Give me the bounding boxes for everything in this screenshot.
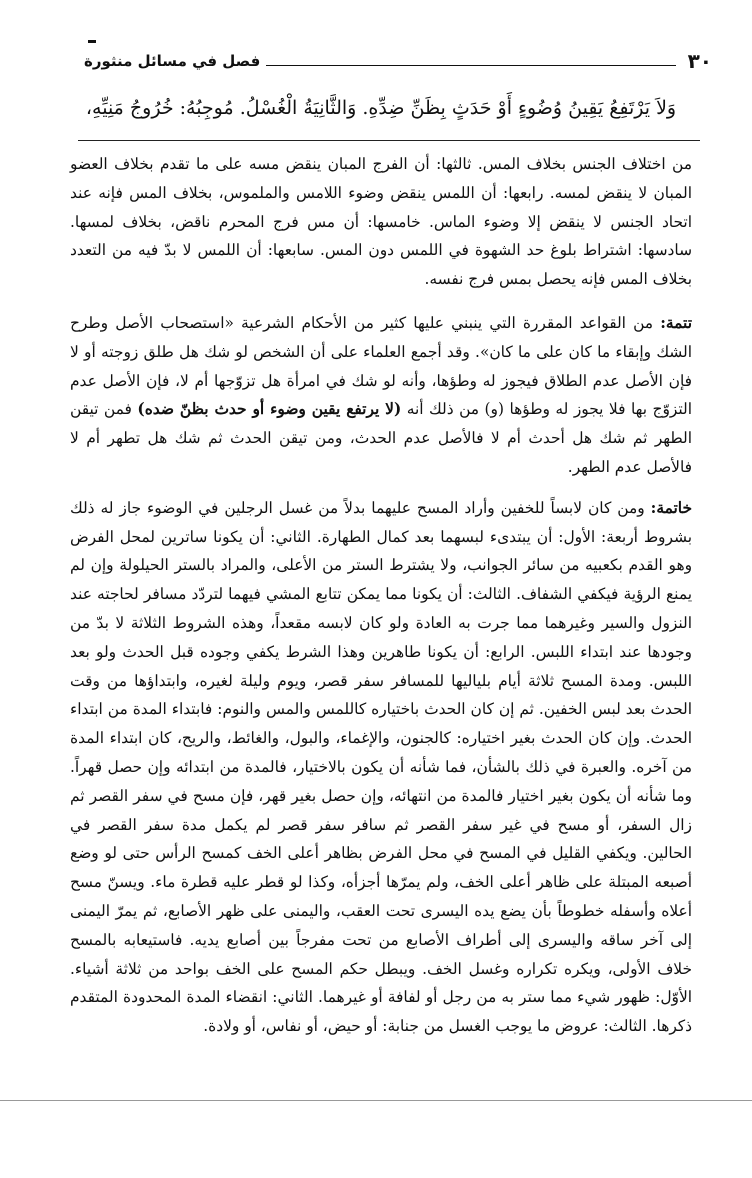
header-rule — [266, 65, 675, 66]
running-title: فصل في مسائل منثورة — [84, 52, 261, 70]
tatimma-bold-quote: (لا يرتفع يقين وضوء أو حدث بظنّ ضده) — [137, 400, 402, 419]
commentary-body — [70, 150, 692, 1041]
tatimma-paragraph — [70, 309, 692, 482]
tatimma-text-b: فمن تيقن الطهر ثم شك هل أحدث أم لا فالأصل عدم الحدث، ومن تيقن الحدث ثم شك هل تطهر أم لا فالأصل عدم الطهر. — [70, 400, 692, 476]
paragraph-gap — [70, 294, 692, 309]
paragraph-gap — [70, 482, 692, 494]
khatima-paragraph — [70, 494, 692, 1041]
tatimma-text-a: من القواعد المقررة التي ينبني عليها كثير من الأحكام الشرعية «استصحاب الأصل وطرح الشك وإبقاء ما كان على ما كان». وقد أجمع العلماء على أن الشخص لو شك هل طلق زوجته أو لا فإن الأصل عدم الطلاق فيجوز له وطؤها، وأنه لو شك في امرأة هل تزوّجها أم لا، فإن الأصل عدم التزوّج بها فلا يجوز له وطؤها (و) من ذلك أنه — [70, 313, 692, 419]
matn-text: وَلاَ يَرْتَفِعُ يَقِينُ وُضُوءٍ أَوْ حَدَثٍ بِظَنِّ ضِدِّهِ. وَالثَّانِيَةُ الْغُسْلُ. مُوجِبُهُ: خُرُوجُ مَنِيِّهِ، — [85, 97, 677, 119]
page-header — [84, 40, 712, 72]
page-number: ٣٠ — [687, 49, 712, 73]
matn-divider — [78, 140, 700, 141]
commentary-paragraph-1: من اختلاف الجنس بخلاف المس. ثالثها: أن الفرج المبان ينقض مسه على ما تقدم بخلاف العضو المبان لا ينقض لمسه. رابعها: أن اللمس ينقض وضوء اللامس والملموس، بخلاف المس فإنه عند اتحاد الجنس لا ينقض إلا وضوء الماس. خامسها: أن مس فرج المحرم ناقض، بخلاف لمسها. سادسها: اشتراط بلوغ حد الشهوة في اللمس دون المس. سابعها: أن اللمس لا بدّ فيه من التعدد بخلاف المس فإنه يحصل بمس فرج نفسه. — [70, 155, 692, 289]
footer-rule — [0, 1100, 752, 1101]
khatima-text: ومن كان لابساً للخفين وأراد المسح عليهما بدلاً من غسل الرجلين في الوضوء جاز له ذلك بشروط أربعة: الأول: أن يبتدىء لبسهما بعد كمال الطهارة. الثاني: أن يكونا ساترين لمحل الفرض وهو القدم بكعبيه من سائر الجوانب، ولا يشترط الستر من الأعلى، والمراد بالستر الحيلولة وإن لم يمنع الرؤية فيكفي الشفاف. الثالث: أن يكونا مما يمكن تتابع المشي فيهما لتردّد مسافر لحاجته عند النزول والسير وغيرهما مما جرت به العادة ولو كان لابسه مقعداً، وهذه الشروط الثلاثة لا بدّ من وجودها عند ابتداء اللبس. الرابع: أن يكونا طاهرين وهذا الشرط يكفي وجوده قبل الحدث ولو بعد اللبس. ومدة المسح ثلاثة أيام بلياليها للمسافر سفر قصر، ويوم وليلة لغيره، وابتداؤها من وقت الحدث بعد لبس الخفين. ثم إن كان الحدث باختياره كاللمس والمس والنوم: فابتداء المدة من ابتداء الحدث. وإن كان الحدث بغير اختياره: كالجنون، والإغماء، والبول، والغائط، والريح، كان ابتداء المدة من آخره. والعبرة في ذلك بالشأن، فما شأنه أن يكون بالاختيار، فالمدة من ابتدائه وإن حصل قهراً. وما شأنه أن يكون بغير اختيار فالمدة من انتهائه، وإن حصل بغير قهر، فإن مسح في سفر القصر ثم زال السفر، أو مسح في غير سفر القصر ثم سافر سفر قصر لم يكمل مدة سفر القصر في الحالين. ويكفي القليل في المسح في محل الفرض بظاهر أعلى الخف كمسح الرأس حتى لو وضع أصبعه المبتلة على ظاهر أعلى الخف، ولم يمرّها أجزأه، وكذا لو قطر عليه قطرة ماء. ويسنّ مسح أعلاه وأسفله خطوطاً بأن يضع يده اليسرى تحت العقب، واليمنى على ظهر الأصابع، ثم يمرّ اليمنى إلى آخر ساقه واليسرى إلى أطراف الأصابع من تحت مفرجاً بين أصابع يديه. فاستيعابه بالمسح خلاف الأولى، ويكره تكراره وغسل الخف. ويبطل حكم المسح على الخف بواحد من ثلاثة أشياء. الأوّل: ظهور شيء مما ستر به من رجل أو لفافة أو غيرهما. الثاني: انقضاء المدة المحدودة المتقدم ذكرها. الثالث: عروض ما يوجب الغسل من جنابة: أو حيض، أو نفاس، أو ولادة. — [70, 498, 692, 1036]
khatima-label: خاتمة: — [650, 498, 692, 517]
tatimma-label: تتمة: — [660, 313, 692, 332]
